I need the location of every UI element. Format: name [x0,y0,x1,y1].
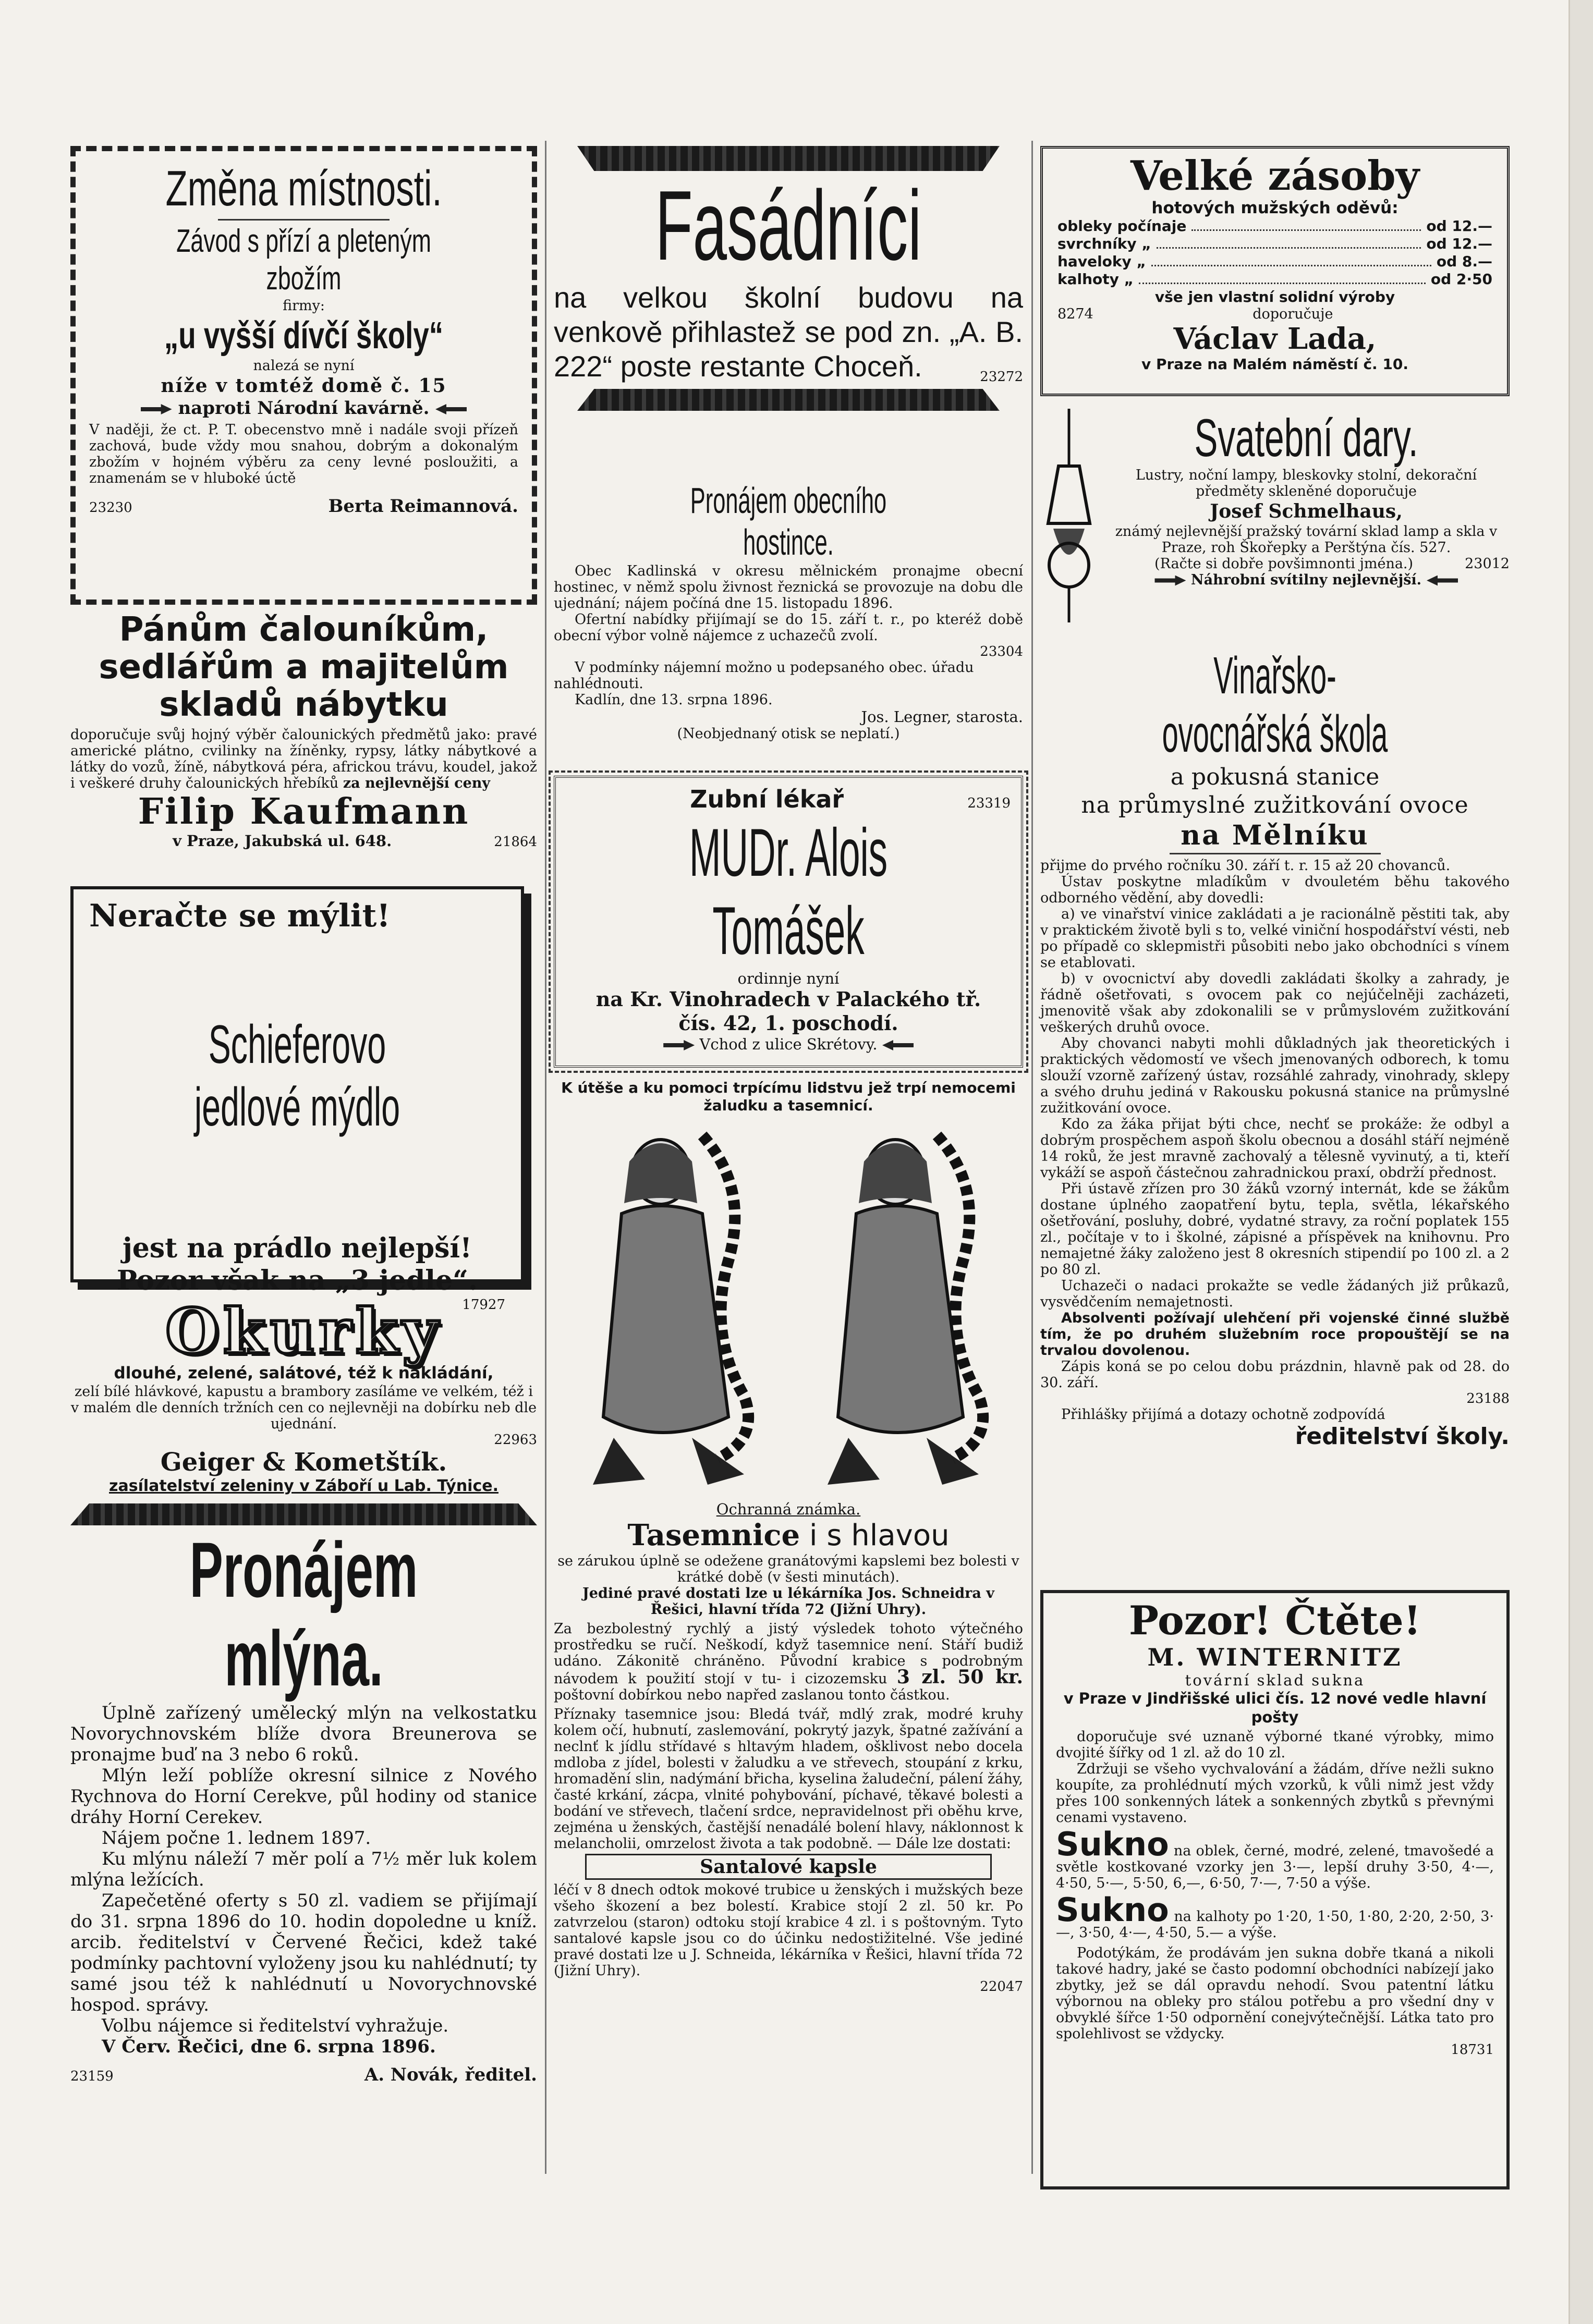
fasadnici-banner-top [577,146,1000,171]
zasoby-item-price: od 8.— [1436,253,1492,270]
pointing-hand-icon [882,1040,914,1050]
tasemnice-p3-text: Za bezbolestný rychlý a jistý výsledek tohoto výtečného prostředku se ručí. Neškodí, když tasemnice není. Stáří budiž udáno. Zákonitě chráněno. Původní krabice s podrobným návodem k použití stojí v tu- i cizozemsku [554,1621,1023,1687]
zasoby-leader-dots [1157,247,1421,249]
zasoby-item-name: kalhoty „ [1057,271,1134,288]
tasemnice-p1: se zárukou úplně se odežene granátovými kapslemi bez bolesti v krátké době (v šesti minutách). [557,1553,1019,1585]
woman-with-tapeworm-figure-left [572,1125,770,1500]
tasemnice-p5: léčí v 8 dnech odtok mokové trubice u ženských i mužských beze všeho škození a bez bolestí. Krabice stojí 2 zl. 50 kr. Po zatvrzelou (staron) odtoku stojí krabice 4 zl. i s poštovným. Tyto santalové kapsle jsou co do účinku nedostižitelné. Vše jediné pravé dostati lze u J. Schneida, lékárníka v Řešici, hlavní třída 72 (Jižní Uhry). [554,1882,1023,1979]
right-column [1040,146,1510,2190]
zasoby-address: v Praze na Malém náměstí č. 10. [1141,356,1409,373]
tasemnice-title-b: i s hlavou [809,1519,950,1552]
zmena-footer [89,496,518,517]
mlyn-p1: Úplně zařízený umělecký mlýn na velkostatku Novorychnovském blíže dvora Breunerova se pronajme buď na 3 nebo 6 roků. [70,1703,537,1765]
pointing-hand-icon [663,1040,695,1050]
pointing-hand-icon [1427,576,1458,586]
zmena-now: nalezá se nyní [253,358,355,374]
tasemnice-p3b: poštovní dobírkou nebo napřed zaslanou tonto částkou. [554,1687,950,1703]
zmena-rule [218,219,390,221]
mydlo-line1: jest na prádlo nejlepší! [122,1232,472,1264]
zasoby-leader-dots [1139,283,1426,284]
calounik-name: Filip Kaufmann [138,791,470,833]
tasemnice-number: 22047 [980,1979,1023,1995]
dary-number: 23012 [1465,556,1510,572]
calounik-address: v Praze, Jakubská ul. 648. [173,832,392,850]
pozor-title: Pozor! Čtěte! [1128,1597,1421,1644]
pointing-hand-icon [141,404,172,414]
pozor-address: v Praze v Jindřišské ulici čís. 12 nové vedle hlavní pošty [1063,1690,1487,1726]
okurky-footer: zasílatelství zeleniny v Záboří u Lab. Týnice. [109,1477,498,1495]
ad-pozor [1040,1590,1510,2190]
zubar-line2: na Kr. Vinohradech v Palackého tř. [595,987,981,1011]
dary-footer: Náhrobní svítilny nejlevnější. [1190,572,1422,588]
dary-note: (Račte si dobře povšimnonti jména.) [1154,556,1414,572]
zasoby-title: Velké zásoby [1130,152,1420,200]
page-edge [1568,0,1593,2324]
mlyn-signature: A. Novák, ředitel. [364,2064,537,2085]
hostinec-p1: Obec Kadlinská v okresu mělnickém pronajme obecní hostinec, v němž spolu živnost řeznická se provozuje na dobu dle ujednání; nájem počíná dne 15. listopadu 1896. [554,563,1023,611]
zasoby-price-list [1057,217,1492,288]
zasoby-line: vše jen vlastní solidní výroby [1154,288,1395,305]
ad-vinar [1040,646,1510,1585]
zasoby-price-row [1057,235,1492,253]
fasadnici-banner-bottom [577,389,1000,411]
fasadnici-body: na velkou školní budovu na venkově přihlastež se pod zn. „A. B. 222“ poste restante Choceň. [554,281,1023,383]
hostinec-title: Pronájem obecního hostince. [690,480,887,562]
vinar-p7: Při ústavě zřízen pro 30 žáků vzorný internát, kde se žákům dostane úplného zaopatření bytu, tepla, světla, lékařského ošetřování, posluhy, dobré, vydatné stravy, za roční poplatek 155 zl., počítaje v to i školné, zápisné a příspěvek na knihovnu. Pro nemajetné žáky založeno jest 8 okresních stipendií po 100 zl. a 2 po 80 zl. [1040,1181,1510,1278]
tasemnice-caption: Ochranná známka. [716,1500,861,1518]
vinar-rule [1170,853,1381,854]
dary-footer-row [1103,572,1510,588]
vinar-p10: Zápis koná se po celou dobu prázdnin, hlavně pak od 28. do 30. září. [1040,1359,1510,1391]
ad-zmena-mistnosti [70,146,537,605]
mlyn-p6: Volbu nájemce si ředitelství vyhražuje. [102,2015,449,2036]
dary-body2: známý nejlevnější pražský tovární sklad lamp a skla v Praze, roh Škořepky a Perštýna čís. 527. [1115,523,1498,556]
zasoby-item-name: haveloky „ [1057,253,1146,270]
vinar-p6: Kdo za žáka přijat býti chce, nechť se prokáže: že odbyl a dobrým prospěchem aspoň školu obecnou a dosáhl stáří nejméně 14 roků, že jest mravně zachovalý a tělesně vyvinutý, a ti, kteří vykáží se aspoň částečnou zahradnickou praxí, obdrží přednost. [1040,1116,1510,1181]
mlyn-p3: Nájem počne 1. lednem 1897. [102,1828,371,1849]
zasoby-recommend-row [1057,306,1492,322]
zasoby-subtitle: hotových mužských oděvů: [1151,199,1399,217]
vinar-sub2: na průmyslné zužitkování ovoce [1081,792,1469,818]
zmena-signature: Berta Reimannová. [328,496,518,517]
tasemnice-p2: Jediné pravé dostati lze u lékárníka Jos. Schneidra v Řešici, hlavní třída 72 (Jižní Uhry). [582,1585,994,1618]
vinar-sub1: a pokusná stanice [1170,764,1380,790]
hostinec-place: Kadlín, dne 13. srpna 1896. [575,692,773,708]
ad-mlyn [70,1503,537,2119]
zmena-address: níže v tomtéž domě č. 15 [161,375,447,397]
zubar-number: 23319 [967,796,1011,811]
pozor-p3: Podotýkám, že prodávám jen sukna dobře tkaná a nikoli takové hadry, jaké se často podomní obchodníci nabízejí jako zbytky, jež se dál opravdu nehodí. Svou patentní látku výbornou na obleky pro stálou potřebu a pro všední dny v obvyklé šířce 1·50 odpornění conejvýtečnější. Látka tato pro spolehlivost se vždycky. [1056,1945,1494,2042]
ad-mydlo [70,886,524,1313]
ad-tasemnice [554,1079,1023,2184]
column-rule-right [1031,141,1033,2174]
calounik-heading-1: Pánům čalouníkům, [119,610,489,649]
zmena-title: Změna místnosti. [165,161,442,216]
calounik-heading-3: skladů nábytku [159,686,448,724]
pozor-p2: Zdržuji se všeho vychvalování a žádám, dříve nežli sukno koupíte, za prohlédnutí mých vzorků, k vůli nimž jest vždy přes 100 sonkenných látek a sonkenných zbytků s převnými cenami vystaveno. [1056,1761,1494,1826]
zasoby-item-price: od 12.— [1426,235,1492,252]
zasoby-price-row [1057,217,1492,235]
zubar-name: MUDr. Alois Tomášek [689,814,888,969]
zasoby-item-price: od 12.— [1426,217,1492,235]
pozor-sukno1 [1056,1825,1494,1891]
vinar-signature: ředitelství školy. [1295,1423,1510,1450]
zmena-opposite-line [89,398,518,419]
dary-text [1098,409,1510,638]
zasoby-number: 8274 [1057,306,1093,322]
zubar-line4: Vchod z ulice Skrétovy. [699,1035,878,1053]
hostinec-p2: Ofertní nabídky přijímají se do 15. září t. r., po kteréž době obecní výbor volně nájemce z uchazečů zvolí. [554,611,1023,644]
vinar-p9: Absolventi požívají ulehčení při vojenské činné službě tím, že po druhém služebním roce propouštějí se na trvalou dovolenou. [1040,1310,1510,1359]
fasadnici-title: Fasádníci [655,170,922,281]
zubar-line3: čís. 42, 1. poschodí. [678,1011,898,1035]
tasemnice-p3 [554,1621,1023,1703]
mydlo-line2: Pozor však na „3 jedle“. [116,1265,478,1296]
pointing-hand-icon [435,404,467,414]
tapeworm-illustration [554,1115,1023,1500]
fasadnici-number: 23272 [980,369,1023,385]
zasoby-item-name: svrchníky „ [1057,235,1151,252]
zasoby-price-row [1057,271,1492,288]
vinar-p5: Aby chovanci nabyti mohli důkladných jak theoretických i praktických vědomostí ve všech jmenovaných odborech, k tomu slouží vzorně zařízený ústav, rozsáhlé zahrady, vinohrady, sklepy a svého druhu jediná v Rakousku pokusná stanice na průmyslné zužitkování ovoce. [1040,1035,1510,1116]
ad-calounik [70,611,537,877]
mlyn-p5: Zapečetěné oferty s 50 zl. vadiem se přijímají do 31. srpna 1896 do 10. hodin dopoledne u kníž. arcib. ředitelství v Červené Řečici, kdež také podmínky pachtovní vyloženy jsou ku nahlédnutí; ty samé jsou též k nahlédnutí u Novorychnovské hospod. správy. [70,1890,537,2015]
zubar-heading: Zubní lékař [690,785,844,813]
middle-column [554,146,1023,2184]
calounik-body-bold: za nejlevnější ceny [343,775,491,791]
hostinec-number: 23304 [980,644,1023,659]
zmena-firmy: firmy: [283,298,325,314]
vinar-place: na Mělníku [1181,819,1369,851]
zmena-number: 23230 [89,500,132,516]
vinar-p11: Přihlášky přijímá a dotazy ochotně zodpovídá [1061,1406,1385,1423]
zmena-subtitle: Závod s přízí a pleteným zbožím [176,223,431,297]
okurky-number: 22963 [494,1432,537,1448]
chandelier-lamp-icon [1040,409,1098,633]
pozor-name: M. WINTERNITZ [1147,1643,1403,1671]
ad-fasadnici [554,146,1023,469]
mlyn-place: V Červ. Řečici, dne 6. srpna 1896. [102,2036,436,2057]
pointing-hand-icon [1154,576,1186,586]
mydlo-number: 17927 [462,1297,505,1313]
okurky-name: Geiger & Kometštík. [160,1448,447,1477]
tasemnice-price: 3 zl. 50 kr. [896,1666,1023,1688]
zubar-line4-row [566,1035,1011,1053]
vinar-p1: přijme do prvého ročníku 30. září t. r. 15 až 20 chovanců. [1040,858,1451,874]
dary-name: Josef Schmelhaus, [1210,500,1403,522]
zubar-heading-row [566,785,1011,813]
pozor-sukno2-word: Sukno [1056,1891,1169,1929]
zasoby-name: Václav Lada, [1173,322,1377,356]
vinar-p3: a) ve vinařství vinice zakládati a je racionálně pěstiti tak, aby v praktickém životě byli s to, velké viniční hospodářství vésti, neb po případě co sklepmistři působiti nebo jako obchodníci s vínem se etablovati. [1040,906,1510,971]
hostinec-note: (Neobjednaný otisk se neplatí.) [677,726,900,742]
pozor-sub: tovární sklad sukna [1185,1671,1365,1689]
mlyn-number: 23159 [70,2069,114,2084]
mlyn-footer [70,2064,537,2085]
tasemnice-kapsle: Santalové kapsle [585,1854,992,1880]
vinar-p4: b) v ovocnictví aby dovedli zakládati školky a zahrady, je řádně ošetřovati, s ovocem pak co nejúčelněji zacházeti, jmenovitě však aby zdokonalili se v průmyslovém zužitkování veškerých druhů ovoce. [1040,971,1510,1035]
pozor-sukno1-text: na oblek, černé, modré, zelené, tmavošedé a světle kostkované vzorky jen 3·—, lepší druhy 3·50, 4·—, 4·50, 5·—, 5·50, 6,—, 6·50, 7·—, 7·50 a výše. [1056,1843,1494,1891]
calounik-body [70,727,537,791]
mlyn-title: Pronájem mlýna. [189,1526,418,1702]
hostinec-p3: V podmínky nájemní možno u podepsaného obec. úřadu nahlédnouti. [554,659,974,692]
left-column [70,146,537,2119]
vinar-number: 23188 [1466,1391,1510,1406]
tasemnice-title [554,1518,1023,1553]
ad-okurky [70,1295,537,1498]
ad-dary [1040,409,1510,638]
calounik-footer [70,832,537,851]
dary-body: Lustry, noční lampy, bleskovky stolní, dekorační předměty skleněné doporučuje [1135,467,1477,499]
zmena-opposite: naproti Národní kavárně. [178,398,430,419]
zmena-body: V naději, že ct. P. T. obecenstvo mně i nadále svoji přízeň zachová, bude vždy mou snahou, dobrým a dokonalým zbožím v hojném výběru za ceny levné posloužiti, a znamenám se v hluboké úctě [89,422,518,486]
calounik-heading-2: sedlářům a majitelům [99,648,509,687]
vinar-p8: Uchazeči o nadaci prokažte se vedle žádaných již průkazů, vysvědčením nemajetnosti. [1040,1278,1510,1310]
tasemnice-intro: K útěše a ku pomoci trpícímu lidstvu jež trpí nemocemi žaludku a tasemnicí. [561,1079,1016,1114]
zasoby-recommend: doporučuje [1252,306,1333,322]
tasemnice-title-a: Tasemnice [627,1518,800,1552]
pozor-sukno2 [1056,1891,1494,1941]
zasoby-leader-dots [1191,229,1421,231]
vinar-p2: Ústav poskytne mladíkům v dvouletém běhu takového odborného vědění, aby dovedli: [1040,874,1510,906]
ad-zubar [554,776,1023,1068]
dary-note-row [1103,556,1510,572]
ad-hostinec [554,480,1023,766]
mlyn-p4: Ku mlýnu náleží 7 měr polí a 7½ měr luk kolem mlýna ležících. [70,1849,537,1890]
zasoby-leader-dots [1151,265,1431,266]
pozor-number: 18731 [1451,2042,1494,2058]
mlyn-p2: Mlýn leží poblíže okresní silnice z Nového Rychnova do Horní Cerekve, půl hodiny od stanice dráhy Horní Cerekev. [70,1765,537,1828]
column-rule-left [545,141,546,2174]
zasoby-item-name: obleky počínaje [1057,217,1187,235]
calounik-body-text: doporučuje svůj hojný výběr čalounických předmětů jako: pravé americké plátno, cvilinky na žíněnky, rypsy, látky nábytkové a látky do vozů, žíně, nábytková péra, africkou trávu, koudel, jakož i veškeré druhy čalounických hřebíků [70,727,537,791]
zasoby-item-price: od 2·50 [1430,271,1492,288]
woman-with-tapeworm-figure-right [807,1125,1005,1500]
okurky-body: zelí bílé hlávkové, kapustu a brambory zasíláme ve velkém, též i v malém dle denních tržních cen co nejlevněji na dobírku neb dle ujednání. [70,1384,537,1432]
zasoby-price-row [1057,253,1492,271]
tasemnice-p4: Příznaky tasemnice jsou: Bledá tvář, mdlý zrak, modré kruhy kolem očí, hubnutí, zaslemování, pokrytý jazyk, špatné zažívání a neclnť k jídlu střídavé s hltavým hladem, ošklivost nebo docela mdloba z jídel, bolesti v žaludku a ve střevech, stoupání z krku, hromadění slin, nadýmání břicha, kyselina žaludeční, pálení žáhy, časté krkání, zácpa, vlnité pohybování, píchavé, těkavé bolesti a bodání ve střevech, tlačení srdce, nepravidelnost při oběhu krve, zejména u ženských, častější nenadálé bolení hlavy, náklonnost k melancholii, omrzelost života a tak podobně. — Dále lze dostati: [554,1706,1023,1852]
okurky-title: Okurky [165,1295,442,1367]
pozor-sukno2-text: na kalhoty po 1·20, 1·50, 1·80, 2·20, 2·50, 3·—, 3·50, 4·—, 4·50, 5.— a výše. [1056,1909,1494,1941]
calounik-number: 21864 [494,834,537,850]
pozor-p1: doporučuje své uznaně výborné tkané výrobky, mimo dvojité šířky od 1 zl. až do 10 zl. [1056,1729,1494,1761]
okurky-line1: dlouhé, zelené, salátové, též k nakládání, [114,1364,494,1383]
zmena-firm-name: „u vyšší dívčí školy“ [164,315,444,357]
zubar-line1: ordinnje nyní [737,970,840,987]
ad-zasoby [1040,146,1510,396]
mlyn-banner [70,1503,537,1525]
pozor-sukno1-word: Sukno [1056,1825,1169,1863]
hostinec-signature: Jos. Legner, starosta. [861,708,1023,726]
dary-title: Svatební dary. [1194,408,1418,468]
vinar-title: Vinařsko-ovocnářská škola [1162,646,1388,763]
mydlo-warning: Neračte se mýlit! [89,898,391,934]
mydlo-product: Schieferovo jedlové mýdlo [194,1014,400,1137]
